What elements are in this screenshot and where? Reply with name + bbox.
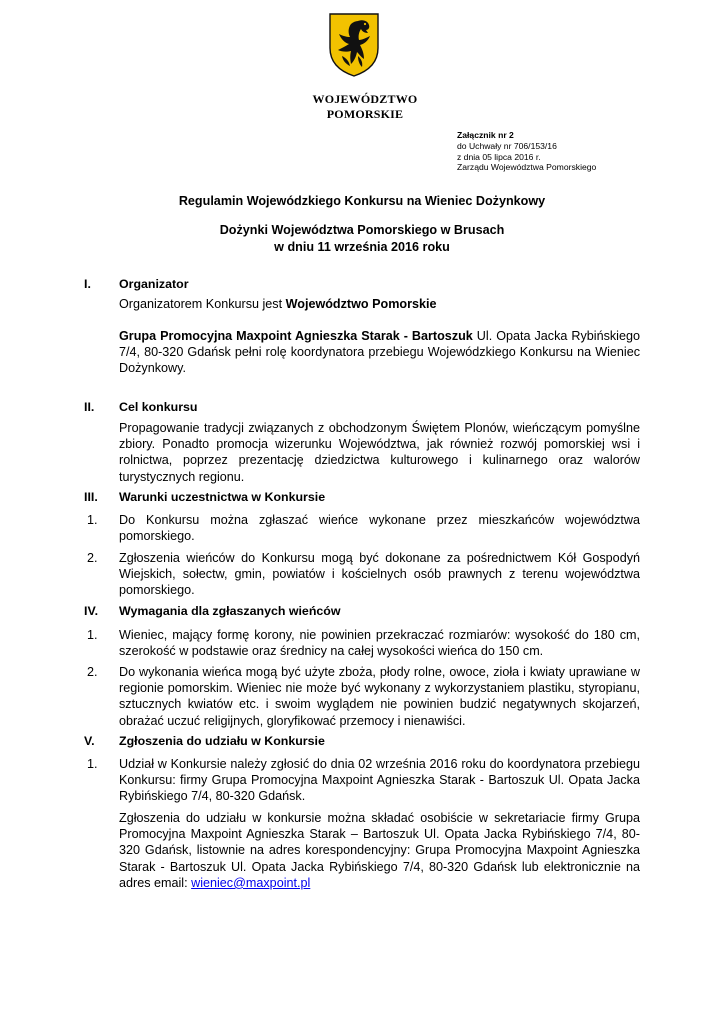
attachment-line: do Uchwały nr 706/153/16 [457, 140, 557, 151]
section-number: V. [84, 734, 95, 748]
section-title: Organizator [119, 277, 189, 291]
attachment-line: z dnia 05 lipca 2016 r. [457, 151, 541, 162]
section-title: Zgłoszenia do udziału w Konkursie [119, 734, 325, 748]
text-span: Organizatorem Konkursu jest [119, 297, 286, 311]
section-number: II. [84, 400, 95, 414]
attachment-line: Zarządu Województwa Pomorskiego [457, 162, 597, 173]
document-subtitle [80, 222, 644, 256]
list-item: Do Konkursu można zgłaszać wieńce wykonane przez mieszkańców województwa pomorskiego. [119, 513, 640, 544]
section-number: IV. [84, 604, 99, 618]
section-number: I. [84, 277, 91, 291]
paragraph: Propagowanie tradycji związanych z obchodzonym Świętem Plonów, wieńczącym pomyślne zbiory. Ponadto promocja wizerunku Województwa, jak również rozwój pomorskiej wsi i rolnictwa, poprzez prezentację dziedzictwa kulturowego i kulinarnego oraz walorów turystycznych regionu. [119, 421, 640, 484]
title-line: Regulamin Wojewódzkiego Konkursu na Wieniec Dożynkowy [178, 194, 546, 208]
attachment-note [457, 130, 596, 173]
text-span: Ul. Opata Jacka Rybińskiego 7/4, 80-320 Gdańsk pełni rolę koordynatora przebiegu Wojewódzkiego Konkursu na Wieniec Dożynkowy. [119, 329, 640, 376]
list-item-number: 1. [87, 513, 98, 527]
list-item: Wieniec, mający formę korony, nie powinien przekraczać rozmiarów: wysokość do 180 cm, szerokość w podstawie oraz średnicy na całej wysokości wieńca do 150 cm. [119, 628, 640, 659]
list-item: Do wykonania wieńca mogą być użyte zboża, płody rolne, owoce, zioła i kwiaty uprawiane w regionie pomorskim. Wieniec nie może być wykonany z wykorzystaniem plastiku, styropianu, sztucznych kwiatów etc. i swoim wyglądem nie powinien budzić negatywnych skojarzeń, obrażać uczuć religijnych, gloryfikować przemocy i nienawiści. [119, 665, 640, 728]
subtitle-line: Dożynki Województwa Pomorskiego w Brusach [219, 223, 505, 237]
region-name: WOJEWÓDZTWO POMORSKIE [312, 92, 418, 121]
document-title [80, 193, 644, 210]
griffin-crest-icon [328, 12, 380, 78]
paragraph [119, 296, 640, 312]
paragraph [119, 810, 640, 891]
list-item: Udział w Konkursie należy zgłosić do dnia 02 września 2016 roku do koordynatora przebiegu Konkursu: firmy Grupa Promocyjna Maxpoint Agnieszka Starak - Bartoszuk Ul. Opata Jacka Rybińskiego 7/4, 80-320 Gdańsk. [119, 757, 640, 804]
attachment-title: Załącznik nr 2 [457, 130, 514, 140]
section-title: Warunki uczestnictwa w Konkursie [119, 490, 326, 504]
subtitle-line: w dniu 11 września 2016 roku [274, 240, 450, 254]
list-item-number: 1. [87, 628, 98, 642]
list-item-number: 2. [87, 665, 98, 679]
section-number: III. [84, 490, 98, 504]
text-span: Zgłoszenia do udziału w konkursie można składać osobiście w sekretariacie firmy Grupa Promocyjna Maxpoint Agnieszka Starak – Bartoszuk Ul. Opata Jacka Rybińskiego 7/4, 80-320 Gdańsk, listownie na adres korespondencyjny: Grupa Promocyjna Maxpoint Agnieszka Starak - Bartoszuk Ul. Opata Jacka Rybińskiego 7/4, 80-320 Gdańsk lub elektronicznie na adres email: [119, 811, 640, 890]
section-title: Wymagania dla zgłaszanych wieńców [119, 604, 341, 618]
bold-span: Grupa Promocyjna Maxpoint Agnieszka Starak - Bartoszuk [119, 329, 473, 343]
section-title: Cel konkursu [119, 400, 198, 414]
list-item-number: 1. [87, 757, 98, 771]
list-item: Zgłoszenia wieńców do Konkursu mogą być dokonane za pośrednictwem Kół Gospodyń Wiejskich, sołectw, gmin, powiatów i kościelnych osób prawnych z terenu województwa pomorskiego. [119, 551, 640, 598]
bold-span: Województwo Pomorskie [285, 297, 437, 311]
email-link[interactable]: wieniec@maxpoint.pl [191, 875, 311, 890]
list-item-number: 2. [87, 551, 98, 565]
paragraph [119, 328, 640, 377]
pomorskie-crest-logo [328, 12, 380, 78]
